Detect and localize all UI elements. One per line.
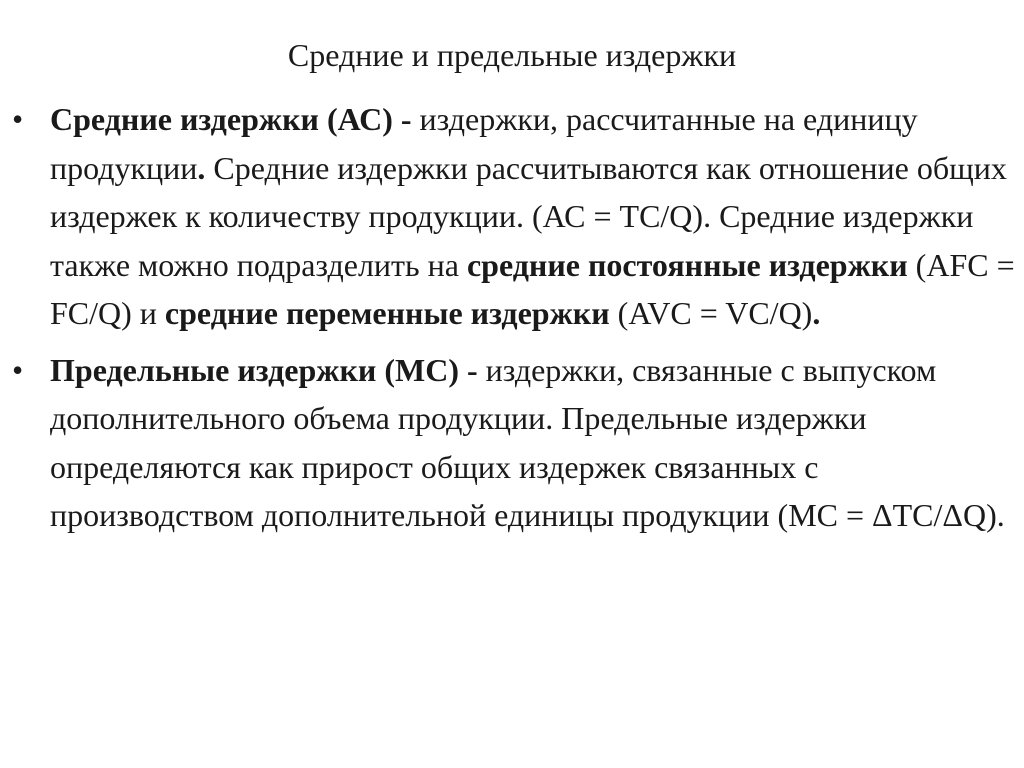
bullet-marginal-costs — [0, 346, 1024, 540]
bullet-list — [0, 95, 1024, 540]
text-avc-formula: (AVC = VC/Q) — [609, 295, 813, 331]
text-afc-formula: (AFC = FC/Q) и — [50, 246, 1015, 331]
term-average-variable-costs: средние переменные издержки — [164, 295, 610, 331]
text-average-costs-formula: Средние издержки рассчитываются как отношение общих издержек к количеству продукции. (АС = ТС/Q). Средние издержки также можно подразделить на — [50, 149, 1007, 283]
text-marginal-costs: издержки, связанные с выпуском дополнительного объема продукции. Предельные издержки определяются как прирост общих издержек связанных с производством дополнительной единицы продукции (МС = ΔТС/ΔQ). — [50, 351, 1005, 533]
slide-title: Средние и предельные издержки — [287, 37, 737, 73]
term-marginal-costs: Предельные издержки (МС) - — [50, 351, 478, 388]
bold-period: . — [197, 149, 206, 186]
term-average-fixed-costs: средние постоянные издержки — [466, 246, 908, 283]
bold-period: . — [812, 295, 821, 331]
definition-average-costs: издержки, рассчитанные на единицу продукции — [50, 101, 918, 186]
bullet-dot-icon: • — [12, 351, 24, 388]
bullet-average-costs — [0, 95, 1024, 338]
bullet-dot-icon: • — [12, 101, 24, 137]
term-average-costs: Средние издержки (АС) - — [50, 101, 412, 137]
